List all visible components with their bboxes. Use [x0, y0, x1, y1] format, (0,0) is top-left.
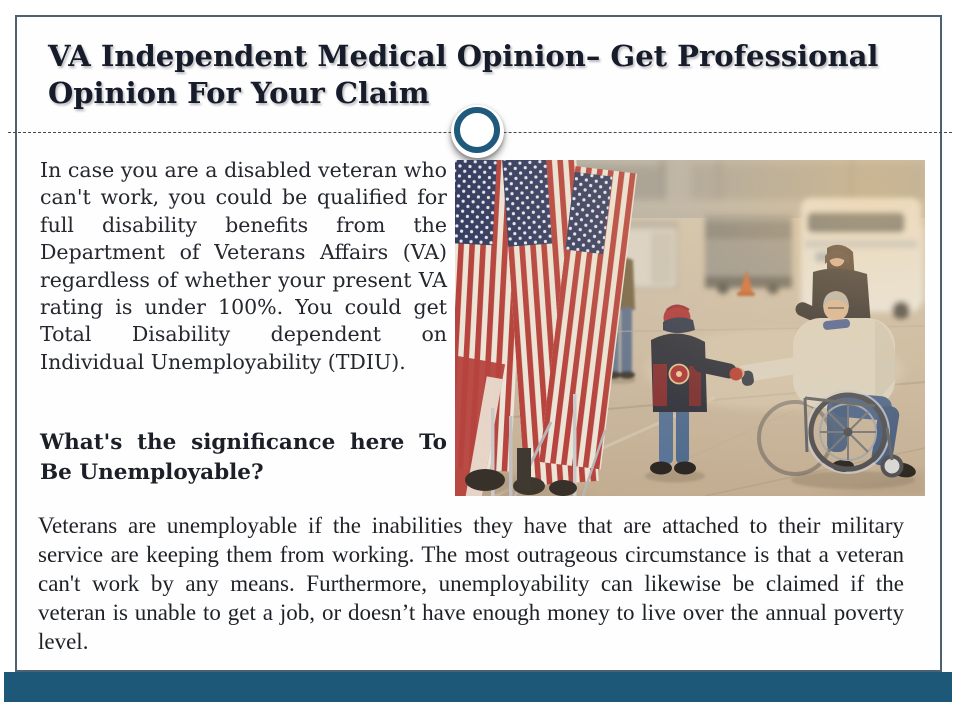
- circle-ornament: [451, 105, 504, 158]
- veteran-handshake-photo: [455, 160, 925, 496]
- photo-warm-wash: [455, 160, 925, 496]
- title-line-2: Opinion For Your Claim: [48, 76, 430, 110]
- circle-ornament-ring: [454, 107, 500, 153]
- footer-accent-bar: [4, 672, 952, 702]
- section-subheading: What's the significance here To Be Unemployable?: [40, 430, 447, 485]
- title-line-1: VA Independent Medical Opinion– Get Professional: [48, 39, 879, 73]
- body-paragraph: Veterans are unemployable if the inabilities they have that are attached to their military service are keeping them from working. The most outrageous circumstance is that a veteran can't work by any means. Furthermore, unemployability can likewise be claimed if the veteran is unable to get a job, or doesn’t have enough money to live over the annual poverty level.: [38, 513, 904, 654]
- intro-paragraph: In case you are a disabled veteran who can't work, you could be qualified for full disability benefits from the Department of Veterans Affairs (VA) regardless of whether your present VA rating is under 100%. You could get Total Disability dependent on Individual Unemployability (TDIU).: [40, 158, 447, 374]
- page-title: [48, 38, 893, 112]
